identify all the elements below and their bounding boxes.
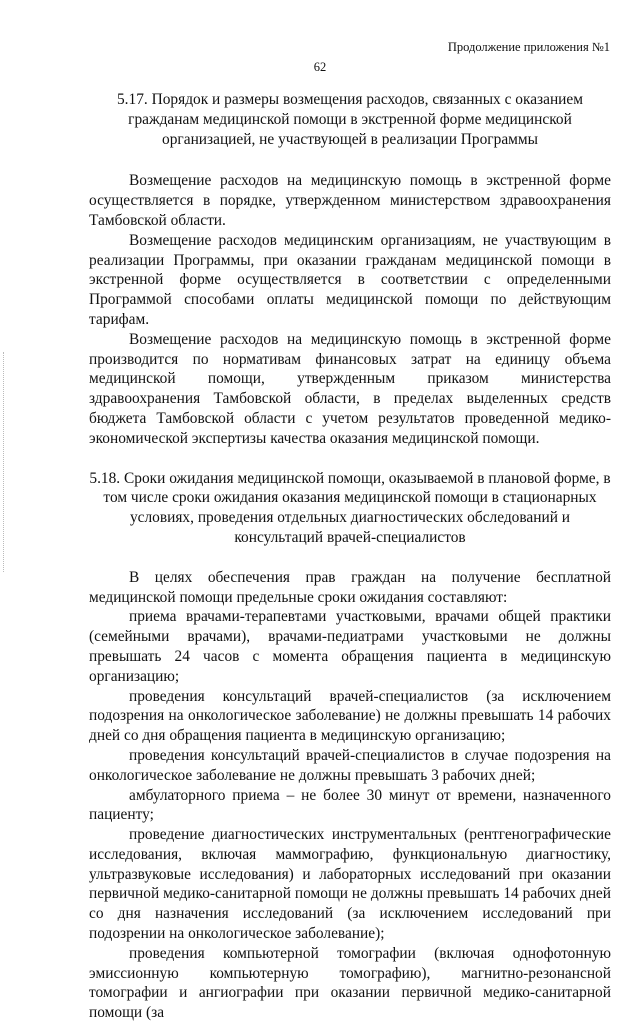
section-5-18-heading: 5.18. Сроки ожидания медицинской помощи, оказываемой в плановой форме, в том числе сроки ожидания оказания медицинской помощи в стационарных условиях, проведения отдельных диагностических обследований и консультаций врачей-специалистов xyxy=(89,469,611,546)
document-body xyxy=(89,90,611,1023)
paragraph: Возмещение расходов медицинским организациям, не участвующим в реализации Программы, при оказании гражданам медицинской помощи в экстренной форме осуществляется в соответствии с определенными Программой способами оплаты медицинской помощи по действующим тарифам. xyxy=(89,231,611,328)
page-number: 62 xyxy=(313,60,327,74)
appendix-label: Продолжение приложения №1 xyxy=(447,40,610,54)
paragraph: Возмещение расходов на медицинскую помощь в экстренной форме осуществляется в порядке, утвержденном министерством здравоохранения Тамбовской области. xyxy=(89,172,611,229)
margin-stamp xyxy=(3,352,12,572)
list-item: проведения компьютерной томографии (включая однофотонную эмиссионную компьютерную томографию), магнитно-резонансной томографии и ангиографии при оказании первичной медико-санитарной помощи (за xyxy=(89,944,611,1022)
list-item: проведения консультаций врачей-специалистов (за исключением подозрения на онкологическое заболевание) не должны превышать 14 рабочих дней со дня обращения пациента в медицинскую организацию; xyxy=(89,687,611,745)
section-5-17-heading: 5.17. Порядок и размеры возмещения расходов, связанных с оказанием гражданам медицинской помощи в экстренной форме медицинской организацией, не участвующей в реализации Программы xyxy=(116,91,583,148)
paragraph: Возмещение расходов на медицинскую помощь в экстренной форме производится по нормативам финансовых затрат на единицу объема медицинской помощи, утвержденным приказом министерства здравоохранения Тамбовской области, в пределах выделенных средств бюджета Тамбовской области с учетом результатов проведенной медико-экономической экспертизы качества оказания медицинской помощи. xyxy=(89,330,611,447)
section-5-18-intro: В целях обеспечения прав граждан на получение бесплатной медицинской помощи предельные сроки ожидания составляют: xyxy=(89,568,611,606)
list-item: проведение диагностических инструментальных (рентгенографические исследования, включая маммографию, функциональную диагностику, ультразвуковые исследования) и лабораторных исследований при оказании первичной медико-санитарной помощи не должны превышать 14 рабочих дней со дня назначения исследований (за исключением исследований при подозрении на онкологическое заболевание); xyxy=(89,826,611,943)
list-item: проведения консультаций врачей-специалистов в случае подозрения на онкологическое заболевание не должны превышать 3 рабочих дней; xyxy=(89,746,611,784)
list-item: приема врачами-терапевтами участковыми, врачами общей практики (семейными врачами), врачами-педиатрами участковыми не должны превышать 24 часов с момента обращения пациента в медицинскую организацию; xyxy=(89,608,611,685)
list-item: амбулаторного приема – не более 30 минут от времени, назначенного пациенту; xyxy=(89,786,611,824)
